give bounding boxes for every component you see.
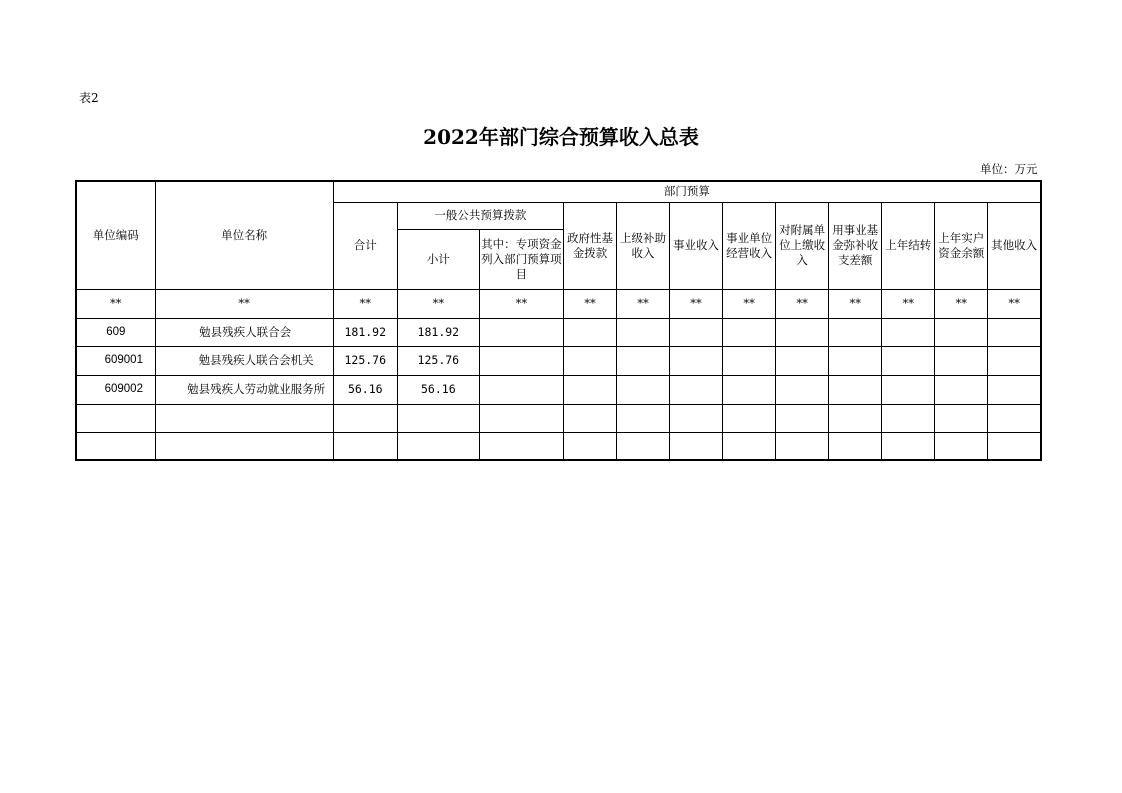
empty-row [76,432,1041,460]
star-cell: ** [723,289,776,318]
row-name: 勉县残疾人劳动就业服务所 [155,375,333,404]
star-cell: ** [670,289,723,318]
table-row [76,375,1041,404]
unit-label: 单位：万元 [980,162,1038,176]
header-balance: 上年实户资金余额 [935,202,988,289]
star-cell: ** [935,289,988,318]
row-subtotal: 181.92 [397,318,479,346]
star-cell: ** [397,289,479,318]
header-general-public: 一般公共预算拨款 [397,202,563,229]
empty-row [76,404,1041,432]
header-other-income: 其他收入 [988,202,1041,289]
table-row [76,346,1041,375]
row-total: 125.76 [333,346,397,375]
star-cell: ** [76,289,155,318]
row-subtotal: 56.16 [397,375,479,404]
header-carryover: 上年结转 [882,202,935,289]
header-dept-budget: 部门预算 [333,181,1041,202]
header-business-income: 事业收入 [670,202,723,289]
star-cell: ** [333,289,397,318]
star-cell: ** [563,289,616,318]
budget-table [75,180,1042,461]
header-superior-subsidy: 上级补助收入 [616,202,669,289]
star-cell: ** [155,289,333,318]
star-cell: ** [882,289,935,318]
table-label: 表2 [79,91,99,105]
star-cell: ** [616,289,669,318]
header-fund-offset: 用事业基金弥补收支差额 [829,202,882,289]
star-row [76,289,1041,318]
row-subtotal: 125.76 [397,346,479,375]
row-name: 勉县残疾人联合会 [155,318,333,346]
star-cell: ** [829,289,882,318]
header-unit-code: 单位编码 [76,181,155,289]
row-code: 609002 [76,375,155,404]
star-cell: ** [479,289,563,318]
row-code: 609 [76,318,155,346]
row-total: 56.16 [333,375,397,404]
header-special-funds: 其中：专项资金列入部门预算项目 [479,229,563,289]
star-cell: ** [776,289,829,318]
header-operating-income: 事业单位经营收入 [723,202,776,289]
row-total: 181.92 [333,318,397,346]
row-code: 609001 [76,346,155,375]
header-gov-fund: 政府性基金拨款 [563,202,616,289]
header-affiliate-income: 对附属单位上缴收入 [776,202,829,289]
row-name: 勉县残疾人联合会机关 [155,346,333,375]
table-row [76,318,1041,346]
star-cell: ** [988,289,1041,318]
header-subtotal: 小计 [397,229,479,289]
header-unit-name: 单位名称 [155,181,333,289]
header-total: 合计 [333,202,397,289]
page-title: 2022年部门综合预算收入总表 [423,125,699,149]
